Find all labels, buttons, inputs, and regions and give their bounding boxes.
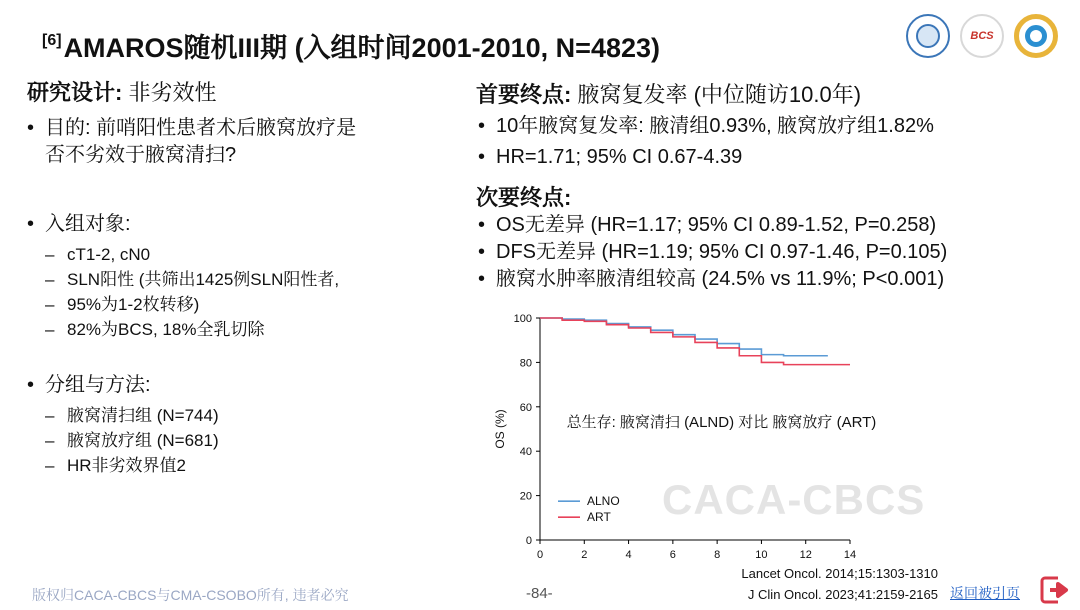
secondary-item: • 腋窝水肿率腋清组较高 (24.5% vs 11.9%; P<0.001) (476, 266, 1066, 293)
primary-item: • 10年腋窝复发率: 腋清组0.93%, 腋窝放疗组1.82% (476, 113, 1066, 140)
purpose-bullet: • 目的: 前哨阳性患者术后腋窝放疗是 否不劣效于腋窝清扫? (27, 115, 437, 169)
x-tick-label: 0 (536, 549, 544, 561)
series-line-art (540, 318, 850, 365)
bcs-logo: BCS (960, 14, 1004, 58)
x-tick-label: 14 (843, 549, 857, 561)
primary-heading: 首要终点: 腋窝复发率 (中位随访10.0年) (476, 82, 862, 107)
secondary-item: • OS无差异 (HR=1.17; 95% CI 0.89-1.52, P=0.258) (476, 212, 1066, 239)
endpoints-section (476, 78, 1066, 293)
y-tick-label: 80 (519, 357, 532, 370)
groups-heading: • 分组与方法: (27, 372, 437, 399)
legend-label-alno: ALNO (587, 494, 620, 509)
enroll-item: – cT1-2, cN0 (27, 242, 437, 267)
enroll-heading: • 入组对象: (27, 211, 437, 238)
enroll-item: – 82%为BCS, 18%全乳切除 (27, 317, 437, 342)
slide-title (42, 26, 660, 65)
reference-1: Lancet Oncol. 2014;15:1303-1310 (741, 566, 938, 581)
study-design-section (27, 76, 437, 478)
logo-group (906, 14, 1058, 58)
chart-title: 总生存: 腋窝清扫 (ALND) 对比 腋窝放疗 (ART) (566, 413, 877, 431)
secondary-item: • DFS无差异 (HR=1.19; 95% CI 0.97-1.46, P=0.105) (476, 239, 1066, 266)
group-item: – HR非劣效界值2 (27, 453, 437, 478)
page-number: -84- (526, 585, 553, 602)
y-tick-label: 40 (519, 446, 532, 459)
x-tick-label: 12 (799, 549, 812, 561)
x-tick-label: 8 (714, 549, 721, 561)
y-tick-label: 0 (525, 535, 532, 547)
return-link[interactable]: 返回被引页 (950, 585, 1020, 601)
enroll-item-continued: – 95%为1-2枚转移) (27, 292, 437, 317)
title-text: AMAROS随机III期 (入组时间2001-2010, N=4823) (63, 33, 661, 63)
y-axis-label: OS (%) (493, 409, 507, 449)
y-tick-label: 100 (513, 313, 532, 325)
group-item: – 腋窝放疗组 (N=681) (27, 428, 437, 453)
x-tick-label: 6 (669, 549, 676, 561)
design-heading: 研究设计: 非劣效性 (27, 80, 217, 105)
copyright-notice: 版权归CACA-CBCS与CMA-CSOBO所有, 违者必究 (32, 587, 349, 603)
group-item: – 腋窝清扫组 (N=744) (27, 403, 437, 428)
y-tick-label: 20 (519, 490, 532, 503)
primary-item: • HR=1.71; 95% CI 0.67-4.39 (476, 144, 1066, 171)
title-reference: [6] (42, 32, 62, 49)
x-tick-label: 2 (581, 549, 588, 561)
legend-label-art: ART (587, 510, 611, 525)
watermark: CACA-CBCS (662, 476, 926, 523)
os-chart (480, 305, 880, 565)
x-tick-label: 4 (625, 549, 632, 561)
return-arrow-icon[interactable] (1040, 576, 1072, 604)
y-tick-label: 60 (519, 401, 532, 414)
x-tick-label: 10 (755, 549, 768, 561)
csobo-logo (1014, 14, 1058, 58)
reference-2: J Clin Oncol. 2023;41:2159-2165 (747, 587, 938, 602)
secondary-heading: 次要终点: (476, 185, 572, 210)
enroll-item: – SLN阳性 (共筛出1425例SLN阳性者, (27, 267, 437, 292)
caca-logo (906, 14, 950, 58)
